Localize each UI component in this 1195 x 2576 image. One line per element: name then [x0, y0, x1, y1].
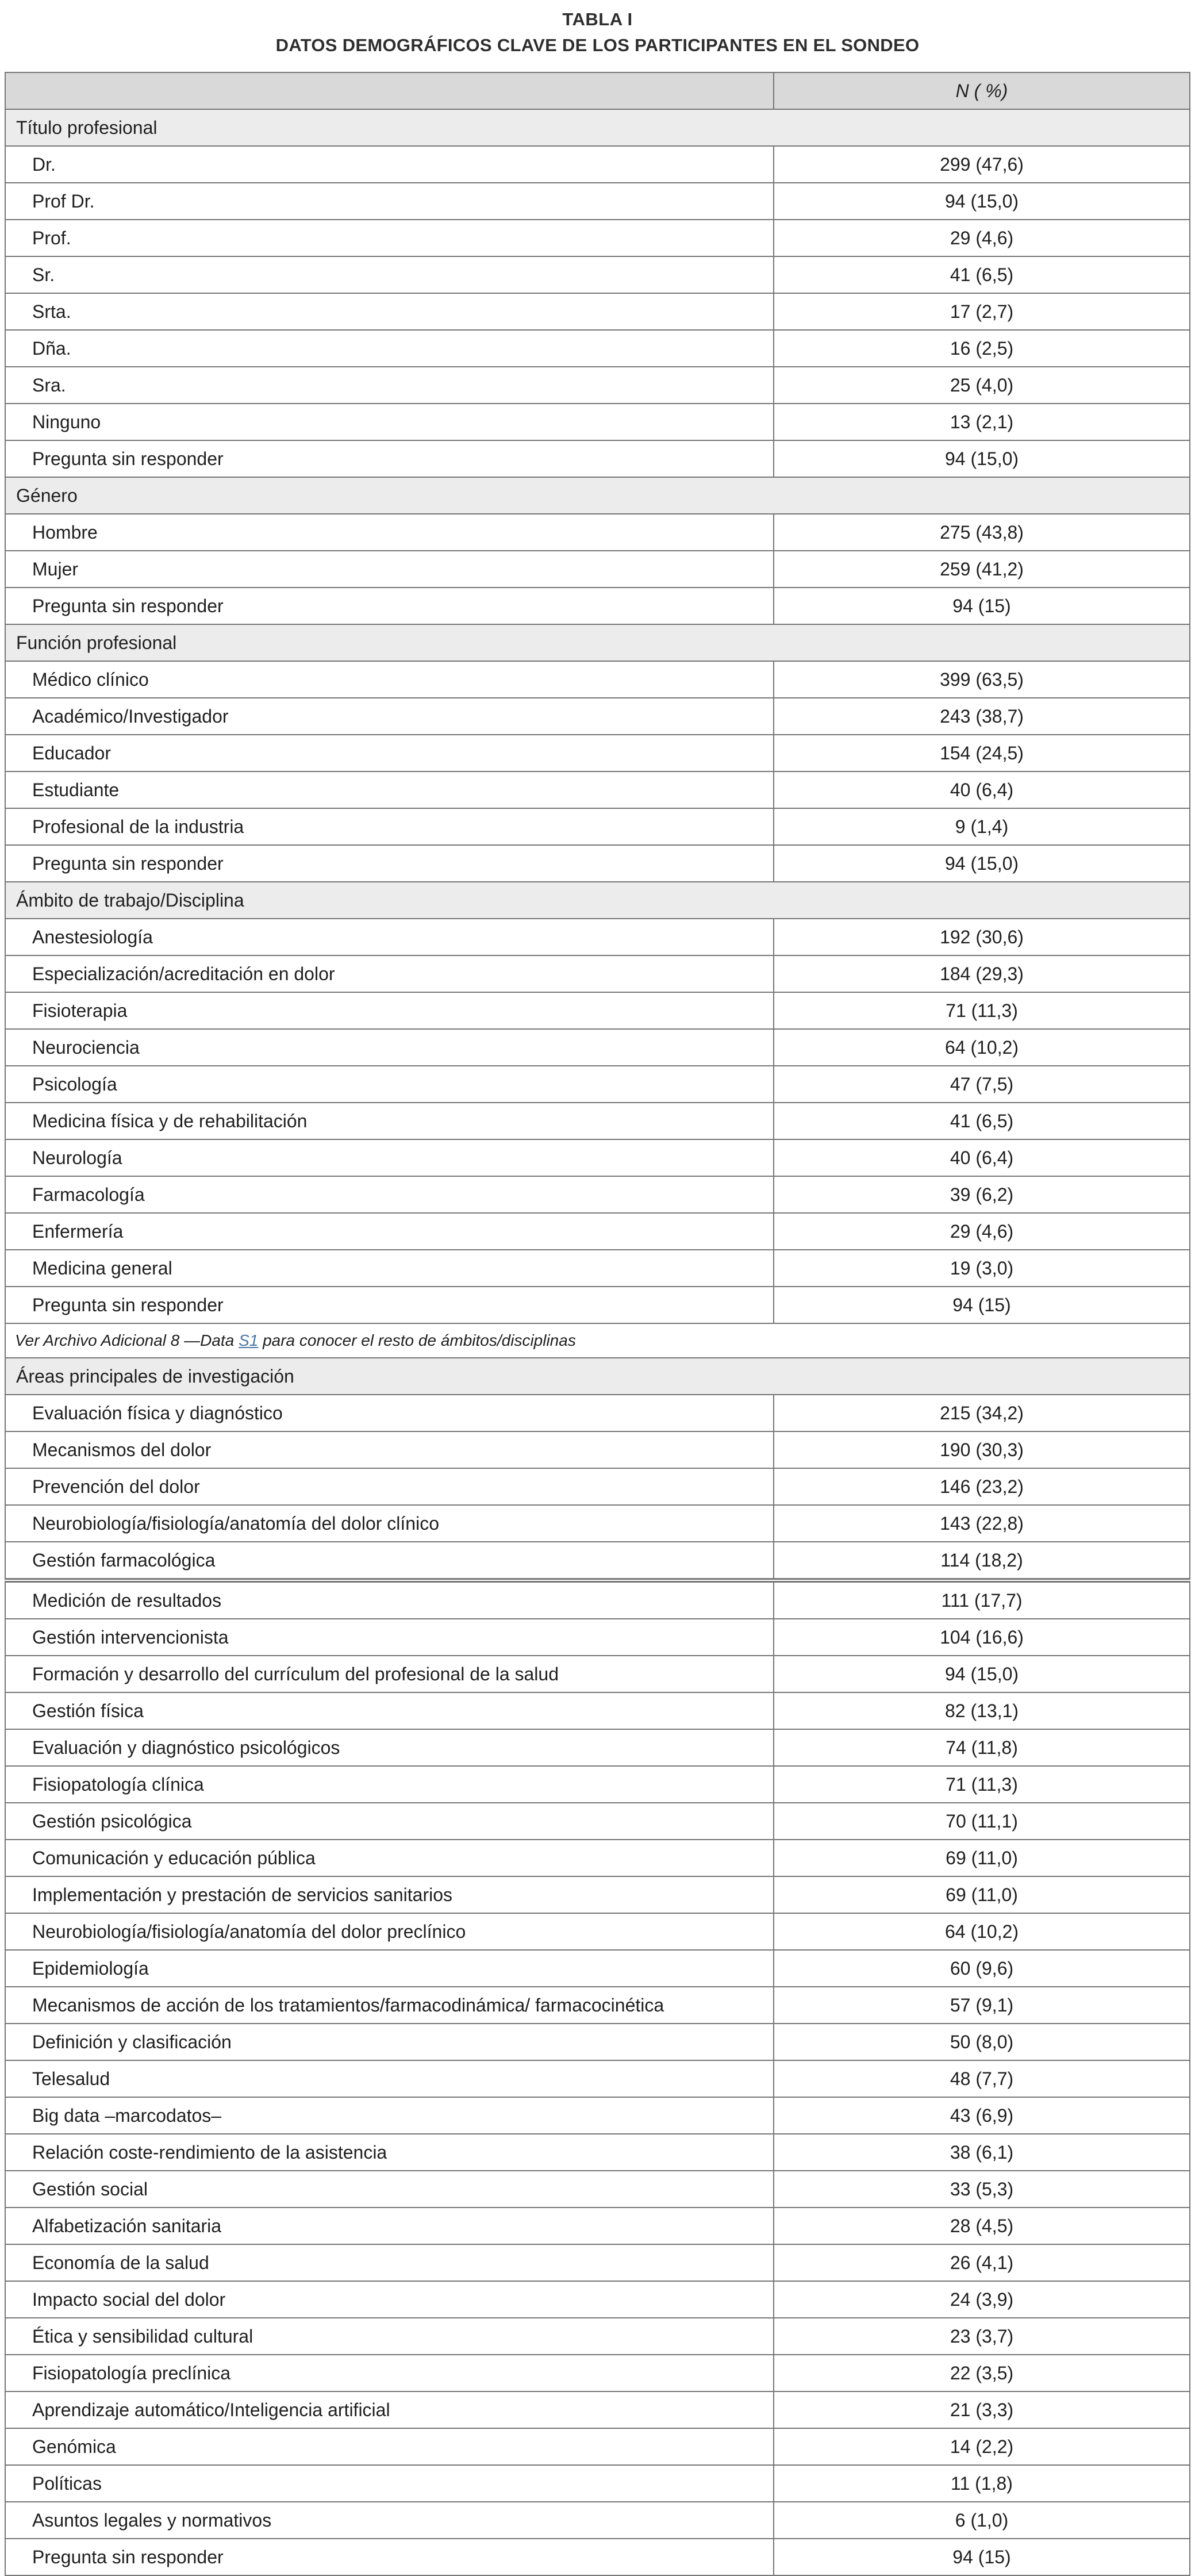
section-header-row: [5, 477, 1190, 514]
row-label: Economía de la salud: [5, 2244, 774, 2281]
row-value: 22 (3,5): [774, 2355, 1190, 2391]
row-value: 21 (3,3): [774, 2391, 1190, 2428]
table-row: [5, 1468, 1190, 1505]
section-header-row: [5, 109, 1190, 146]
row-value: 57 (9,1): [774, 1987, 1190, 2024]
row-value: 71 (11,3): [774, 992, 1190, 1029]
row-value: 71 (11,3): [774, 1766, 1190, 1803]
section-header-label: Función profesional: [5, 624, 1190, 661]
table-row: [5, 1656, 1190, 1692]
row-value: 259 (41,2): [774, 551, 1190, 588]
row-value: 11 (1,8): [774, 2465, 1190, 2502]
row-value: 43 (6,9): [774, 2097, 1190, 2134]
row-label: Medicina general: [5, 1250, 774, 1287]
row-label: Mujer: [5, 551, 774, 588]
section-header-label: Género: [5, 477, 1190, 514]
row-value: 143 (22,8): [774, 1505, 1190, 1542]
table-row: [5, 2281, 1190, 2318]
table-row: [5, 1066, 1190, 1103]
table-number: TABLA I: [562, 9, 633, 29]
table-row: [5, 1029, 1190, 1066]
row-value: 29 (4,6): [774, 1213, 1190, 1250]
table-row: [5, 1103, 1190, 1139]
row-label: Medicina física y de rehabilitación: [5, 1103, 774, 1139]
row-label: Gestión psicológica: [5, 1803, 774, 1840]
row-label: Médico clínico: [5, 661, 774, 698]
row-label: Asuntos legales y normativos: [5, 2502, 774, 2539]
row-label: Educador: [5, 735, 774, 771]
row-label: Prof.: [5, 220, 774, 256]
row-value: 94 (15,0): [774, 183, 1190, 220]
table-row: [5, 1176, 1190, 1213]
table-row: [5, 1505, 1190, 1542]
row-label: Psicología: [5, 1066, 774, 1103]
row-value: 39 (6,2): [774, 1176, 1190, 1213]
row-value: 14 (2,2): [774, 2428, 1190, 2465]
row-label: Pregunta sin responder: [5, 2539, 774, 2575]
row-value: 38 (6,1): [774, 2134, 1190, 2171]
table-row: [5, 2244, 1190, 2281]
section-header-label: Título profesional: [5, 109, 1190, 146]
row-value: 74 (11,8): [774, 1729, 1190, 1766]
row-value: 24 (3,9): [774, 2281, 1190, 2318]
table-row: [5, 1840, 1190, 1876]
section-header-row: [5, 624, 1190, 661]
row-label: Fisioterapia: [5, 992, 774, 1029]
table-row: [5, 2355, 1190, 2391]
row-value: 33 (5,3): [774, 2171, 1190, 2208]
row-label: Aprendizaje automático/Inteligencia artificial: [5, 2391, 774, 2428]
table-row: [5, 367, 1190, 404]
row-label: Gestión intervencionista: [5, 1619, 774, 1656]
row-value: 184 (29,3): [774, 955, 1190, 992]
row-label: Profesional de la industria: [5, 808, 774, 845]
row-label: Implementación y prestación de servicios sanitarios: [5, 1876, 774, 1913]
row-value: 23 (3,7): [774, 2318, 1190, 2355]
table-row: [5, 2024, 1190, 2060]
row-label: Epidemiología: [5, 1950, 774, 1987]
row-value: 69 (11,0): [774, 1876, 1190, 1913]
row-value: 26 (4,1): [774, 2244, 1190, 2281]
n-percent-column-header: N ( %): [774, 72, 1190, 109]
row-label: Neurología: [5, 1139, 774, 1176]
row-value: 41 (6,5): [774, 256, 1190, 293]
row-value: 82 (13,1): [774, 1692, 1190, 1729]
table-row: [5, 440, 1190, 477]
table-row: [5, 146, 1190, 183]
table-row: [5, 1913, 1190, 1950]
row-value: 114 (18,2): [774, 1542, 1190, 1580]
row-label: Neurobiología/fisiología/anatomía del dolor preclínico: [5, 1913, 774, 1950]
row-label: Especialización/acreditación en dolor: [5, 955, 774, 992]
row-label: Neurobiología/fisiología/anatomía del dolor clínico: [5, 1505, 774, 1542]
row-label: Srta.: [5, 293, 774, 330]
row-value: 25 (4,0): [774, 367, 1190, 404]
row-value: 104 (16,6): [774, 1619, 1190, 1656]
table-row: [5, 2171, 1190, 2208]
table-row: [5, 955, 1190, 992]
table-row: [5, 220, 1190, 256]
row-label: Gestión física: [5, 1692, 774, 1729]
table-row: [5, 1692, 1190, 1729]
row-label: Ética y sensibilidad cultural: [5, 2318, 774, 2355]
table-row: [5, 845, 1190, 882]
table-row: [5, 1766, 1190, 1803]
table-row: [5, 2134, 1190, 2171]
row-value: 64 (10,2): [774, 1029, 1190, 1066]
row-label: Sr.: [5, 256, 774, 293]
row-value: 154 (24,5): [774, 735, 1190, 771]
table-row: [5, 1876, 1190, 1913]
row-label: Medición de resultados: [5, 1580, 774, 1619]
table-row: [5, 183, 1190, 220]
row-label: Pregunta sin responder: [5, 1287, 774, 1323]
row-label: Académico/Investigador: [5, 698, 774, 735]
table-row: [5, 1287, 1190, 1323]
row-value: 215 (34,2): [774, 1395, 1190, 1431]
row-value: 40 (6,4): [774, 1139, 1190, 1176]
table-row: [5, 330, 1190, 367]
table-row: [5, 735, 1190, 771]
row-label: Impacto social del dolor: [5, 2281, 774, 2318]
row-value: 19 (3,0): [774, 1250, 1190, 1287]
table-row: [5, 1950, 1190, 1987]
row-value: 13 (2,1): [774, 404, 1190, 440]
row-label: Evaluación física y diagnóstico: [5, 1395, 774, 1431]
row-label: Genómica: [5, 2428, 774, 2465]
demographics-table: [5, 72, 1190, 2576]
row-label: Evaluación y diagnóstico psicológicos: [5, 1729, 774, 1766]
table-row: [5, 2465, 1190, 2502]
row-label: Fisiopatología clínica: [5, 1766, 774, 1803]
row-value: 190 (30,3): [774, 1431, 1190, 1468]
row-value: 16 (2,5): [774, 330, 1190, 367]
row-value: 64 (10,2): [774, 1913, 1190, 1950]
table-row: [5, 514, 1190, 551]
row-value: 94 (15,0): [774, 440, 1190, 477]
row-label: Pregunta sin responder: [5, 588, 774, 624]
row-value: 48 (7,7): [774, 2060, 1190, 2097]
table-row: [5, 2318, 1190, 2355]
table-row: [5, 1803, 1190, 1840]
row-value: 9 (1,4): [774, 808, 1190, 845]
row-value: 94 (15): [774, 1287, 1190, 1323]
table-row: [5, 1139, 1190, 1176]
row-label: Prevención del dolor: [5, 1468, 774, 1505]
row-label: Comunicación y educación pública: [5, 1840, 774, 1876]
table-row: [5, 2097, 1190, 2134]
table-row: [5, 1619, 1190, 1656]
note-text: Ver Archivo Adicional 8 —Data S1 para conocer el resto de ámbitos/disciplinas: [5, 1323, 1190, 1358]
row-value: 70 (11,1): [774, 1803, 1190, 1840]
table-row: [5, 1729, 1190, 1766]
row-label: Gestión social: [5, 2171, 774, 2208]
row-value: 243 (38,7): [774, 698, 1190, 735]
row-value: 94 (15): [774, 2539, 1190, 2575]
row-value: 399 (63,5): [774, 661, 1190, 698]
table-body: [5, 109, 1190, 2575]
header-row: [5, 72, 1190, 109]
table-title: DATOS DEMOGRÁFICOS CLAVE DE LOS PARTICIPANTES EN EL SONDEO: [275, 35, 920, 55]
row-label: Neurociencia: [5, 1029, 774, 1066]
table-row: [5, 588, 1190, 624]
row-value: 47 (7,5): [774, 1066, 1190, 1103]
row-value: 17 (2,7): [774, 293, 1190, 330]
row-label: Sra.: [5, 367, 774, 404]
row-label: Big data –marcodatos–: [5, 2097, 774, 2134]
table-row: [5, 2391, 1190, 2428]
row-label: Gestión farmacológica: [5, 1542, 774, 1580]
table-row: [5, 1395, 1190, 1431]
row-value: 41 (6,5): [774, 1103, 1190, 1139]
table-row: [5, 1213, 1190, 1250]
row-label: Mecanismos del dolor: [5, 1431, 774, 1468]
table-row: [5, 1580, 1190, 1619]
row-label: Dña.: [5, 330, 774, 367]
table-row: [5, 771, 1190, 808]
section-header-row: [5, 882, 1190, 919]
row-value: 28 (4,5): [774, 2208, 1190, 2244]
row-value: 69 (11,0): [774, 1840, 1190, 1876]
table-row: [5, 551, 1190, 588]
row-label: Farmacología: [5, 1176, 774, 1213]
table-row: [5, 992, 1190, 1029]
empty-header-cell: [5, 72, 774, 109]
section-header-row: [5, 1358, 1190, 1395]
row-value: 60 (9,6): [774, 1950, 1190, 1987]
section-header-label: Áreas principales de investigación: [5, 1358, 1190, 1395]
row-label: Alfabetización sanitaria: [5, 2208, 774, 2244]
row-value: 94 (15): [774, 588, 1190, 624]
row-value: 94 (15,0): [774, 1656, 1190, 1692]
row-value: 299 (47,6): [774, 146, 1190, 183]
table-row: [5, 2208, 1190, 2244]
table-row: [5, 1250, 1190, 1287]
row-label: Pregunta sin responder: [5, 845, 774, 882]
row-label: Pregunta sin responder: [5, 440, 774, 477]
table-row: [5, 2502, 1190, 2539]
row-value: 50 (8,0): [774, 2024, 1190, 2060]
table-row: [5, 404, 1190, 440]
table-row: [5, 1987, 1190, 2024]
table-row: [5, 2539, 1190, 2575]
row-label: Dr.: [5, 146, 774, 183]
table-row: [5, 698, 1190, 735]
row-label: Ninguno: [5, 404, 774, 440]
row-label: Relación coste-rendimiento de la asistencia: [5, 2134, 774, 2171]
row-value: 146 (23,2): [774, 1468, 1190, 1505]
table-row: [5, 1431, 1190, 1468]
row-value: 111 (17,7): [774, 1580, 1190, 1619]
row-label: Formación y desarrollo del currículum del profesional de la salud: [5, 1656, 774, 1692]
table-caption: [0, 0, 1195, 56]
note-row: [5, 1323, 1190, 1358]
table-row: [5, 2060, 1190, 2097]
table-row: [5, 293, 1190, 330]
table-row: [5, 808, 1190, 845]
row-label: Hombre: [5, 514, 774, 551]
table-row: [5, 2428, 1190, 2465]
row-label: Fisiopatología preclínica: [5, 2355, 774, 2391]
row-label: Enfermería: [5, 1213, 774, 1250]
row-label: Prof Dr.: [5, 183, 774, 220]
data-s1-link[interactable]: S1: [239, 1331, 259, 1349]
row-label: Estudiante: [5, 771, 774, 808]
row-value: 192 (30,6): [774, 919, 1190, 955]
row-value: 94 (15,0): [774, 845, 1190, 882]
row-value: 29 (4,6): [774, 220, 1190, 256]
row-label: Definición y clasificación: [5, 2024, 774, 2060]
row-label: Telesalud: [5, 2060, 774, 2097]
row-value: 6 (1,0): [774, 2502, 1190, 2539]
section-header-label: Ámbito de trabajo/Disciplina: [5, 882, 1190, 919]
row-label: Anestesiología: [5, 919, 774, 955]
row-value: 275 (43,8): [774, 514, 1190, 551]
table-row: [5, 661, 1190, 698]
table-row: [5, 1542, 1190, 1580]
row-value: 40 (6,4): [774, 771, 1190, 808]
table-row: [5, 919, 1190, 955]
table-row: [5, 256, 1190, 293]
row-label: Mecanismos de acción de los tratamientos/farmacodinámica/ farmacocinética: [5, 1987, 774, 2024]
row-label: Políticas: [5, 2465, 774, 2502]
